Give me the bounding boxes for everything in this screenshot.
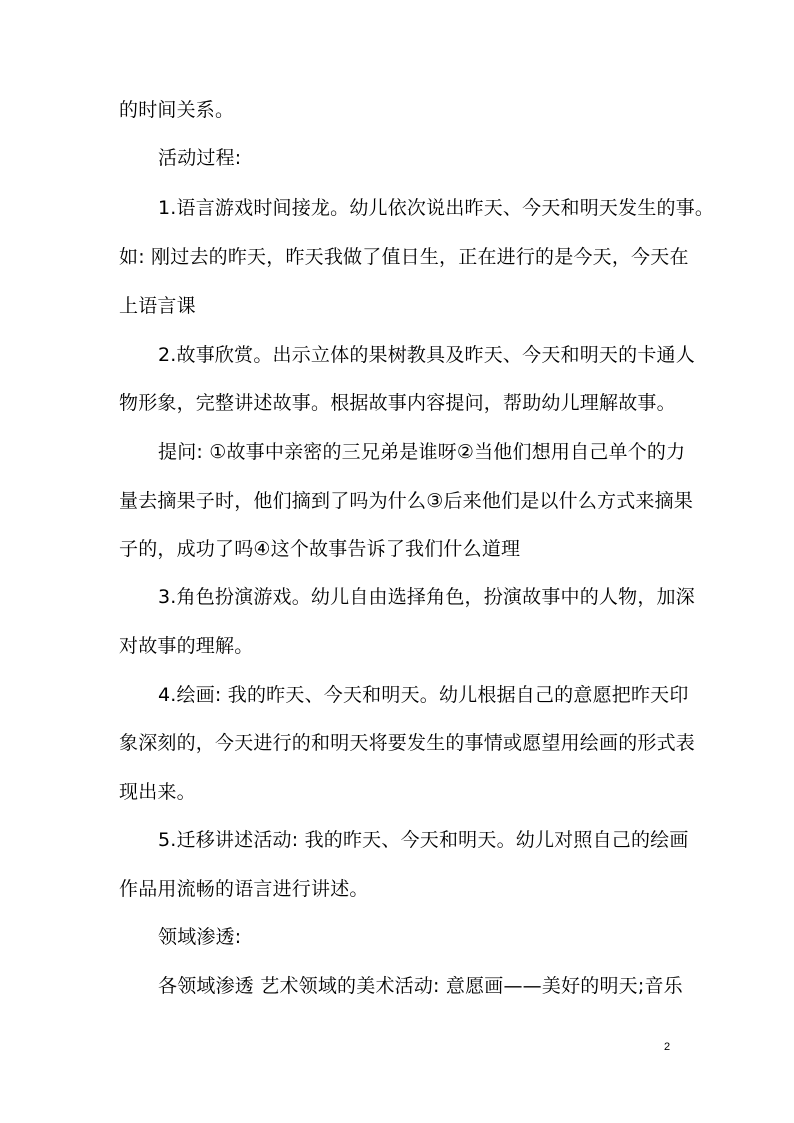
paragraph-line: 1.语言游戏时间接龙。幼儿依次说出昨天、今天和明天发生的事。: [158, 197, 715, 219]
paragraph-line: 量去摘果子时，他们摘到了吗为什么③后来他们是以什么方式来摘果: [119, 490, 694, 512]
paragraph-line: 提问: ①故事中亲密的三兄弟是谁呀②当他们想用自己单个的力: [158, 441, 686, 463]
paragraph-line: 对故事的理解。: [119, 635, 254, 657]
paragraph-line: 象深刻的，今天进行的和明天将要发生的事情或愿望用绘画的形式表: [119, 732, 696, 754]
page-number: 2: [664, 1041, 671, 1053]
paragraph-line: 上语言课: [119, 295, 196, 317]
paragraph-line: 5.迁移讲述活动: 我的昨天、今天和明天。幼儿对照自己的绘画: [158, 829, 689, 851]
section-heading-process: 活动过程:: [158, 147, 242, 169]
paragraph-line: 3.角色扮演游戏。幼儿自由选择角色，扮演故事中的人物，加深: [158, 586, 695, 608]
paragraph-line: 各领域渗透 艺术领域的美术活动: 意愿画——美好的明天;音乐: [158, 975, 683, 997]
paragraph-line: 的时间关系。: [119, 99, 235, 121]
paragraph-line: 4.绘画: 我的昨天、今天和明天。幼儿根据自己的意愿把昨天印: [158, 684, 689, 706]
paragraph-line: 如: 刚过去的昨天，昨天我做了值日生，正在进行的是今天，今天在: [119, 246, 689, 268]
paragraph-line: 物形象，完整讲述故事。根据故事内容提问，帮助幼儿理解故事。: [119, 392, 676, 414]
paragraph-line: 作品用流畅的语言进行讲述。: [119, 878, 369, 900]
paragraph-line: 现出来。: [119, 781, 196, 803]
paragraph-line: 2.故事欣赏。出示立体的果树教具及昨天、今天和明天的卡通人: [158, 344, 695, 366]
section-heading-domain: 领域渗透:: [158, 926, 242, 948]
paragraph-line: 子的，成功了吗④这个故事告诉了我们什么道理: [119, 538, 521, 560]
